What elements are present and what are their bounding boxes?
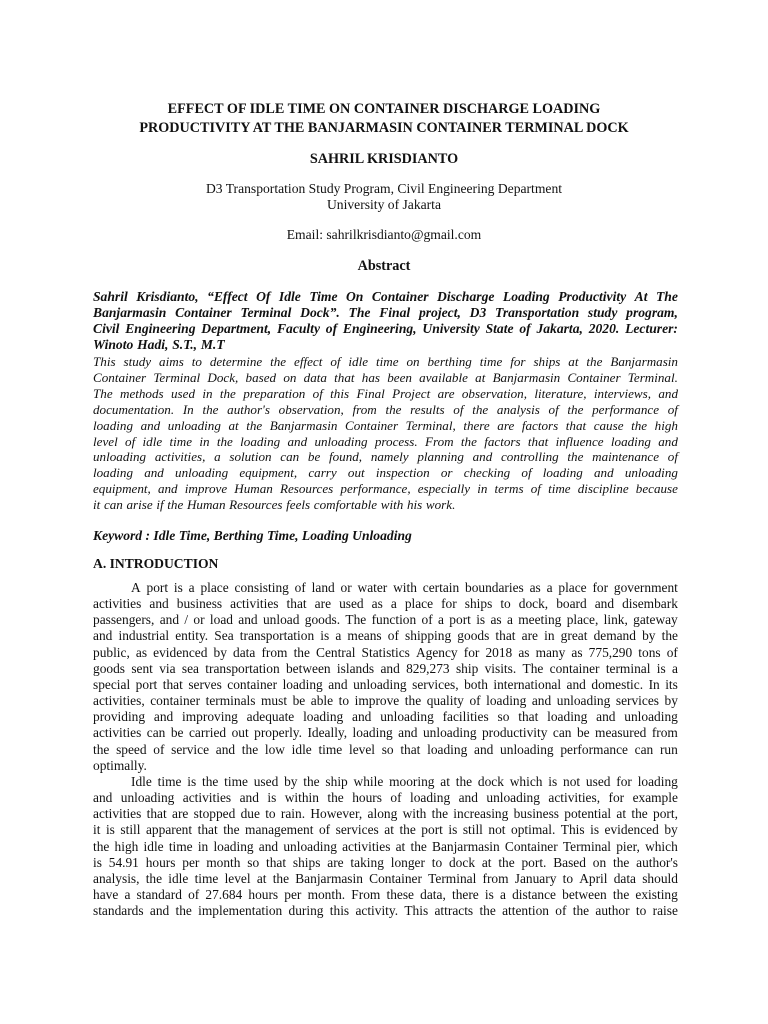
abstract-line: equipment, and improve Human Resources performance, especially in terms of time discipline because: [93, 481, 678, 497]
author-email: Email: sahrilkrisdianto@gmail.com: [286, 227, 482, 242]
abstract-line: level of idle time in the loading and unloading process. From the factors that influence loading and: [93, 433, 678, 449]
intro-line: the high idle time in loading and unloading activities at the Banjarmasin Container Terminal pier, which: [93, 838, 678, 854]
intro-line: providing and improving adequate loading and unloading facilities so that loading and unloading: [93, 709, 678, 725]
intro-line: activities, container terminals must be able to improve the quality of loading and unloading services by: [93, 693, 678, 709]
intro-line: standards and the implementation during this activity. This attracts the attention of the author to raise: [93, 903, 678, 919]
intro-line: activities and business activities that are used as a place for ships to dock, board and disembark: [93, 596, 678, 612]
intro-line: and industrial entity. Sea transportation is a means of shipping goods that are in great demand by the: [93, 628, 678, 644]
intro-line: A port is a place consisting of land or water with certain boundaries as a place for government: [131, 580, 678, 595]
intro-line: and unloading activities and is within the hours of loading and unloading activities, for example: [93, 790, 678, 806]
citation-block: [93, 289, 678, 353]
title-line: PRODUCTIVITY AT THE BANJARMASIN CONTAINER TERMINAL DOCK: [139, 120, 629, 136]
intro-line: have a standard of 27.684 hours per month. From these data, there is a distance between the existing: [93, 886, 678, 902]
intro-line: analysis, the idle time level at the Banjarmasin Container Terminal from January to April data should: [93, 870, 678, 886]
intro-line: it is still apparent that the management of services at the port is still not optimal. This is evidenced by: [93, 822, 678, 838]
citation-line: Civil Engineering Department, Faculty of Engineering, University State of Jakarta, 2020. Lecturer:: [93, 321, 678, 336]
keywords: Keyword : Idle Time, Berthing Time, Loading Unloading: [93, 528, 412, 543]
intro-line: Idle time is the time used by the ship while mooring at the dock which is not used for loading: [131, 773, 678, 789]
affiliation: [80, 181, 688, 213]
introduction-body: [93, 580, 678, 919]
abstract-line: Container Terminal Dock, based on data that has been available at Banjarmasin Container Terminal.: [93, 369, 678, 385]
intro-line: the speed of service and the low idle time level so that loading and unloading performance can run: [93, 741, 678, 757]
paper-title: [80, 100, 688, 138]
intro-line: optimally.: [93, 757, 147, 773]
affiliation-line: University of Jakarta: [326, 197, 441, 212]
intro-line: activities that are stopped due to rain. However, along with the increasing business potential at the port,: [93, 806, 678, 822]
affiliation-line: D3 Transportation Study Program, Civil Engineering Department: [205, 181, 563, 196]
intro-line: special port that serves container loading and unloading services, both international and domestic. In its: [93, 676, 678, 692]
abstract-line: loading and unloading at the Banjarmasin Container Terminal, there are factors that cause the high: [93, 417, 678, 433]
abstract-line: it can arise if the Human Resources feels comfortable with his work.: [93, 497, 456, 513]
abstract-line: The methods used in the preparation of this Final Project are observation, literature, interviews, and: [93, 385, 678, 401]
intro-line: public, as evidenced by data from the Central Statistics Agency for 2018 as many as 775,290 tons of: [93, 644, 678, 660]
abstract-line: This study aims to determine the effect of idle time on berthing time for ships at the Banjarmasin: [93, 354, 678, 369]
intro-line: is 54.91 hours per month so that ships are taking longer to dock at the port. Based on the author's: [93, 854, 678, 870]
citation-line: Winoto Hadi, S.T., M.T: [93, 337, 225, 352]
citation-line: Sahril Krisdianto, “Effect Of Idle Time On Container Discharge Loading Productivity At The: [93, 289, 678, 304]
author-name: SAHRIL KRISDIANTO: [309, 151, 459, 167]
abstract-line: documentation. In the author's observation, from the results of the analysis of the performance of: [93, 401, 678, 417]
title-line: EFFECT OF IDLE TIME ON CONTAINER DISCHARGE LOADING: [167, 101, 601, 117]
abstract-line: loading and unloading equipment, carry out inspection or checking of loading and unloading: [93, 465, 678, 481]
intro-line: activities can be carried out properly. Ideally, loading and unloading productivity can be measured from: [93, 725, 678, 741]
abstract-body: [93, 354, 678, 513]
citation-line: Banjarmasin Container Terminal Dock”. The Final project, D3 Transportation study program,: [93, 305, 678, 320]
intro-line: passengers, and / or load and unload goods. The function of a port is as a meeting place, link, gateway: [93, 612, 678, 628]
abstract-line: unloading activities, a solution can be found, namely planning and controlling the maintenance of: [93, 449, 678, 465]
abstract-heading: Abstract: [357, 258, 411, 274]
section-heading-introduction: A. INTRODUCTION: [93, 556, 219, 571]
intro-line: goods sent via sea transportation between islands and 829,273 ship visits. The container terminal is a: [93, 660, 678, 676]
